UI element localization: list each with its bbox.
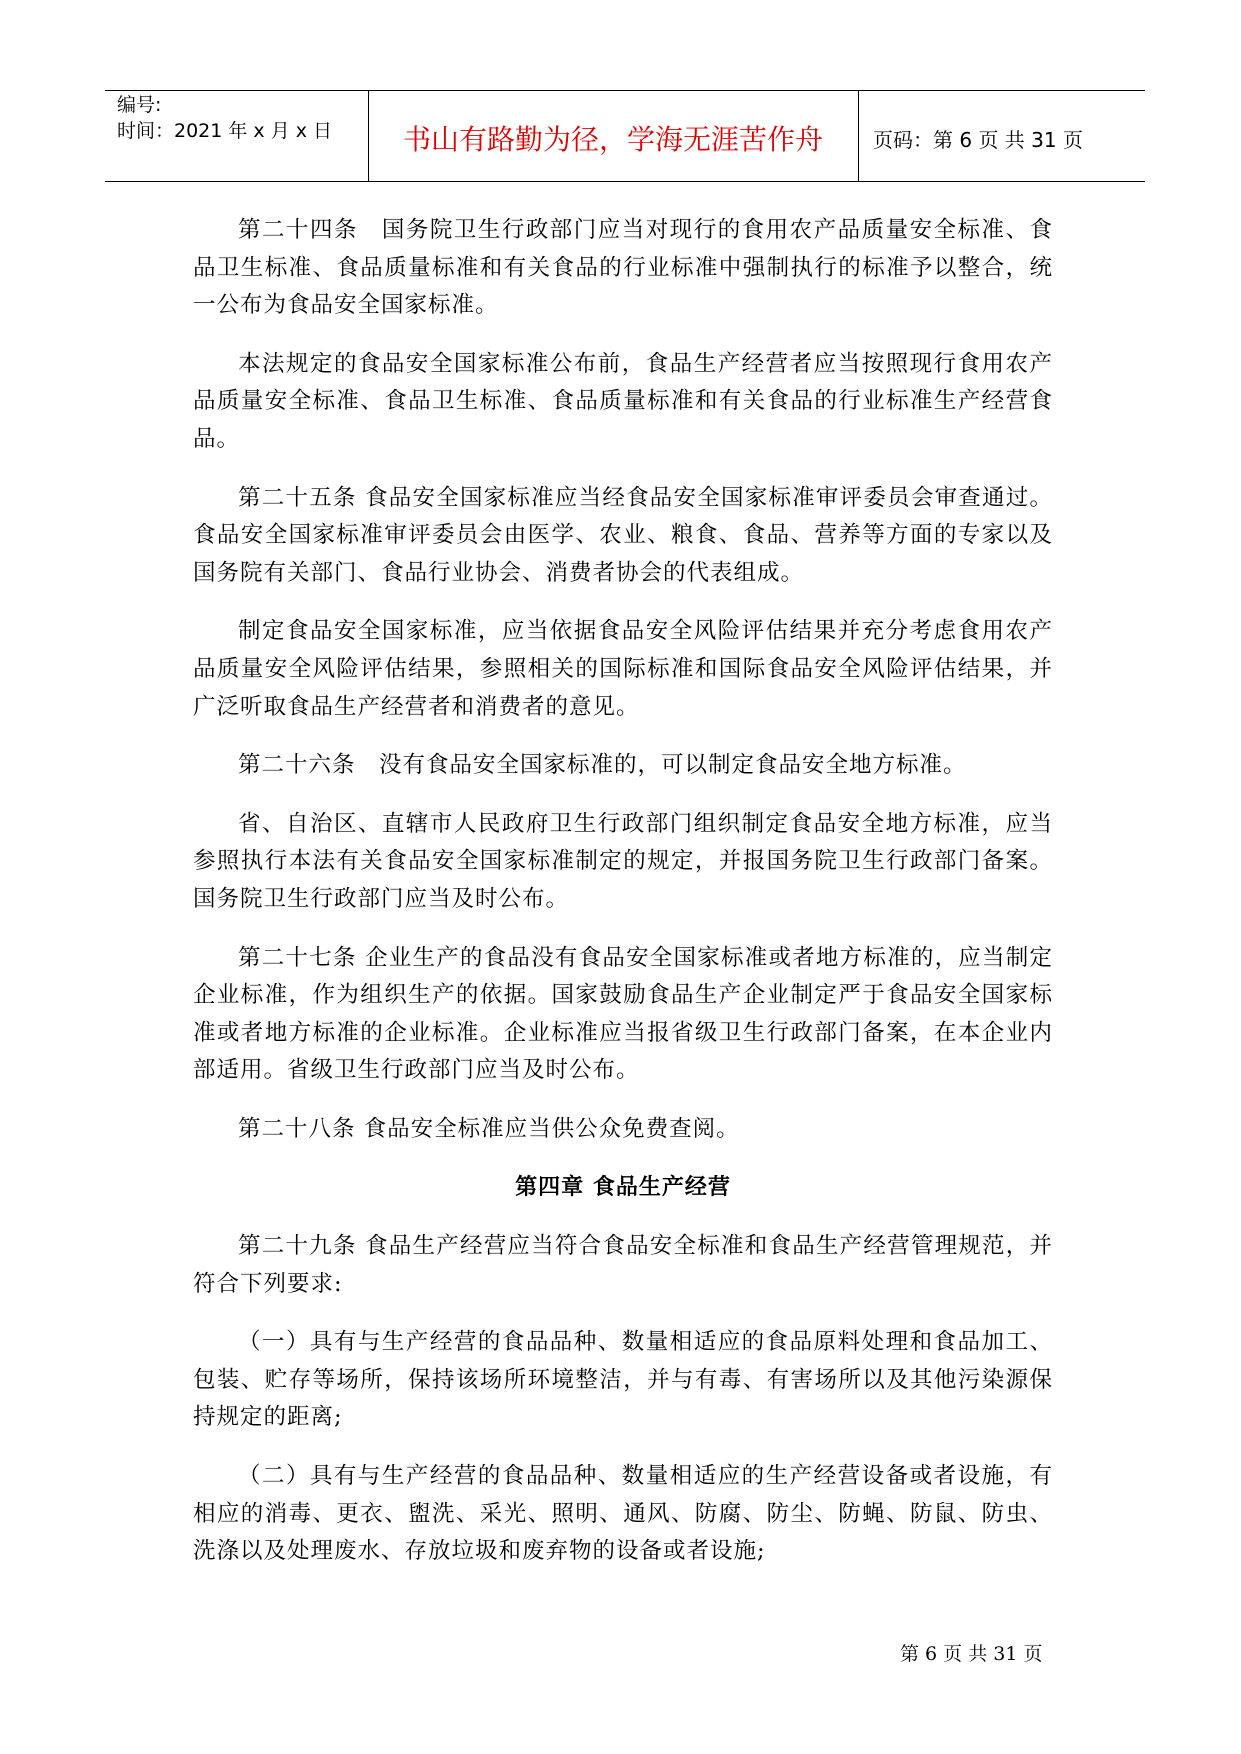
header-page-label: 页码：第 6 页 共 31 页 — [873, 128, 1083, 152]
header-bottom-rule — [105, 181, 1145, 182]
page-header — [105, 90, 1145, 182]
paragraph: 第二十九条 食品生产经营应当符合食品安全标准和食品生产经营管理规范，并符合下列要求: — [193, 1233, 1053, 1297]
paragraph: （一）具有与生产经营的食品品种、数量相适应的食品原料处理和食品加工、包装、贮存等场所，保持该场所环境整洁，并与有毒、有害场所以及其他污染源保持规定的距离; — [193, 1329, 1053, 1431]
header-meta — [117, 92, 332, 144]
header-divider-right — [858, 90, 859, 182]
header-number-label: 编号: — [117, 94, 162, 116]
paragraph: 第二十八条 食品安全标准应当供公众免费查阅。 — [238, 1115, 740, 1142]
header-top-rule — [105, 90, 1145, 91]
chapter-heading: 第四章 食品生产经营 — [515, 1175, 731, 1201]
paragraph: 第二十五条 食品安全国家标准应当经食品安全国家标准审评委员会审查通过。食品安全国家标准审评委员会由医学、农业、粮食、食品、营养等方面的专家以及国务院有关部门、食品行业协会、消费者协会的代表组成。 — [193, 484, 1053, 586]
paragraph: 第二十四条 国务院卫生行政部门应当对现行的食用农产品质量安全标准、食品卫生标准、食品质量标准和有关食品的行业标准中强制执行的标准予以整合，统一公布为食品安全国家标准。 — [193, 217, 1053, 319]
paragraph: 制定食品安全国家标准，应当依据食品安全风险评估结果并充分考虑食用农产品质量安全风险评估结果，参照相关的国际标准和国际食品安全风险评估结果，并广泛听取食品生产经营者和消费者的意见。 — [193, 618, 1053, 720]
page-footer: 第 6 页 共 31 页 — [900, 1643, 1043, 1665]
paragraph: 省、自治区、直辖市人民政府卫生行政部门组织制定食品安全地方标准，应当参照执行本法有关食品安全国家标准制定的规定，并报国务院卫生行政部门备案。国务院卫生行政部门应当及时公布。 — [193, 810, 1053, 912]
document-body — [193, 212, 1053, 1592]
header-divider-left — [368, 90, 369, 182]
paragraph: 本法规定的食品安全国家标准公布前，食品生产经营者应当按照现行食用农产品质量安全标准、食品卫生标准、食品质量标准和有关食品的行业标准生产经营食品。 — [193, 350, 1053, 452]
header-time-label: 时间：2021 年 x 月 x 日 — [117, 120, 333, 142]
paragraph: 第二十七条 企业生产的食品没有食品安全国家标准或者地方标准的，应当制定企业标准，作为组织生产的依据。国家鼓励食品生产企业制定严于食品安全国家标准或者地方标准的企业标准。企业标准应当报省级卫生行政部门备案，在本企业内部适用。省级卫生行政部门应当及时公布。 — [193, 944, 1053, 1084]
paragraph: 第二十六条 没有食品安全国家标准的，可以制定食品安全地方标准。 — [238, 752, 967, 779]
header-motto: 书山有路勤为径，学海无涯苦作舟 — [402, 123, 823, 156]
paragraph: （二）具有与生产经营的食品品种、数量相适应的生产经营设备或者设施，有相应的消毒、更衣、盥洗、采光、照明、通风、防腐、防尘、防蝇、防鼠、防虫、洗涤以及处理废水、存放垃圾和废弃物的设备或者设施; — [193, 1463, 1053, 1565]
